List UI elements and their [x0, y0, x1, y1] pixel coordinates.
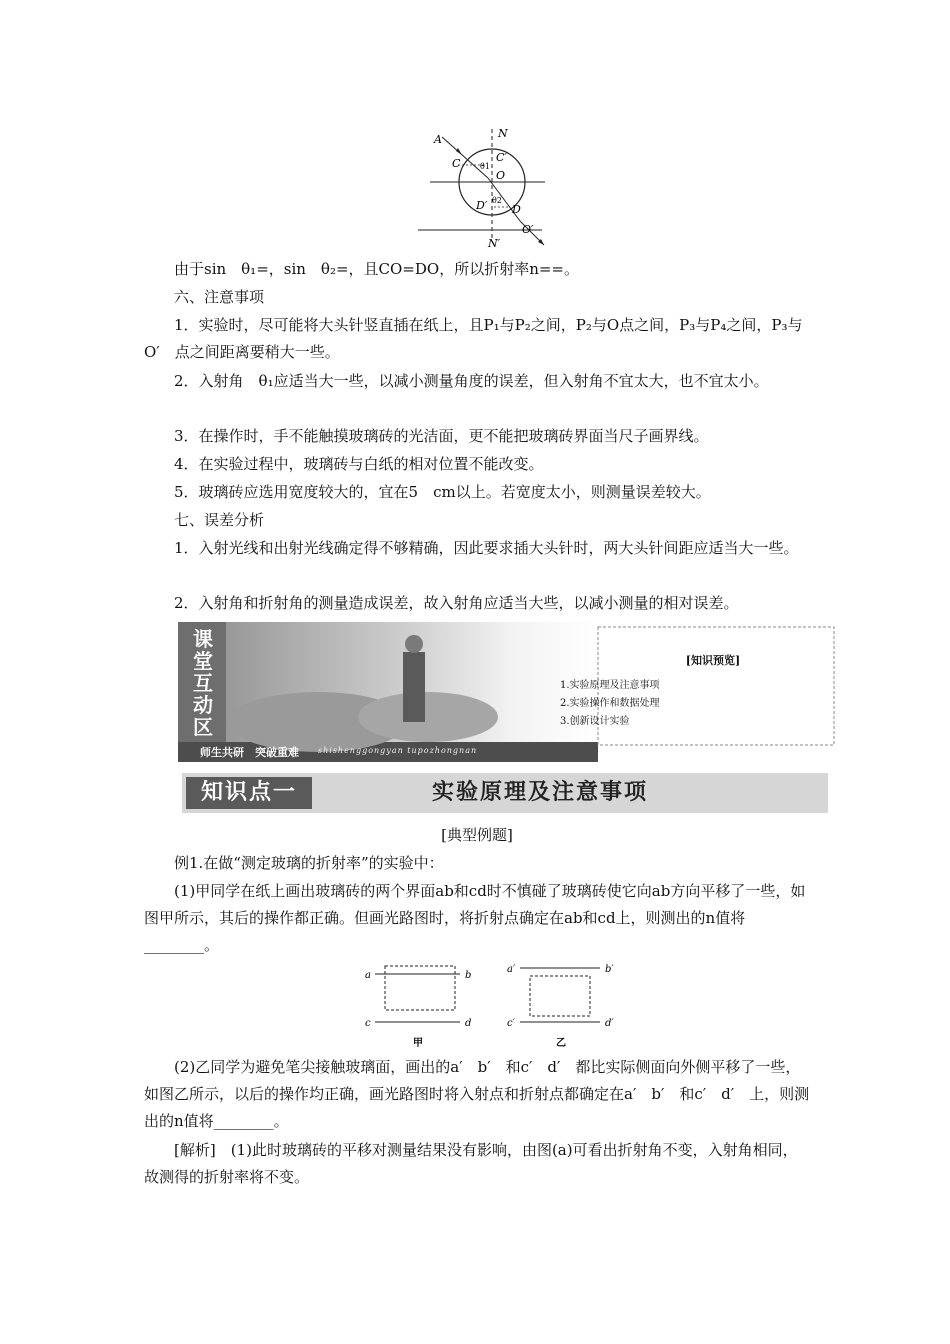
banner-title-char: 互 — [193, 671, 213, 695]
banner-title-char: 堂 — [193, 649, 213, 673]
knowledge-point-label: 知识点一 — [186, 777, 312, 809]
classroom-banner — [178, 622, 836, 762]
example-heading: [典型例题] — [441, 826, 513, 844]
label-theta2: θ2 — [492, 196, 502, 205]
note-3: 3．在操作时，手不能触摸玻璃砖的光洁面，更不能把玻璃砖界面当尺子画界线。 — [174, 427, 709, 445]
preview-item: 2.实验操作和数据处理 — [560, 698, 660, 709]
question-2: (2)乙同学为避免笔尖接触玻璃面，画出的a′ b′ 和c′ d′ 都比实际侧面向外侧平移了一些，如图乙所示，以后的操作均正确，画光路图时将入射点和折射点都确定在a′ b′ 和c′ d′ 上，则测出的n值将________。 — [144, 1058, 810, 1130]
label-C: C — [452, 157, 461, 170]
note-2: 2．入射角 θ₁应适当大一些，以减小测量角度的误差，但入射角不宜太大，也不宜太小。 — [174, 372, 769, 390]
question-1: (1)甲同学在纸上画出玻璃砖的两个界面ab和cd时不慎碰了玻璃砖使它向ab方向平移了一些，如图甲所示，其后的操作都正确。但画光路图时，将折射点确定在ab和cd上，则测出的n值将________。 — [144, 882, 806, 954]
label-N-prime: N′ — [488, 237, 501, 250]
preview-item: 3.创新设计实验 — [560, 716, 630, 727]
example-intro: 例1.在做“测定玻璃的折射率”的实验中： — [174, 854, 444, 872]
yi-label-c-prime: c′ — [507, 1018, 515, 1029]
caption-yi: 乙 — [556, 1038, 566, 1049]
label-D-prime: D′ — [476, 199, 488, 212]
note-1: 1．实验时，尽可能将大头针竖直插在纸上，且P₁与P₂之间，P₂与O点之间，P₃与P₄之间，P₃与O′ 点之间距离要稍大一些。 — [144, 316, 803, 361]
yi-label-d-prime: d′ — [605, 1018, 614, 1029]
banner-pinyin: shishenggongyan tupozhongnan — [318, 746, 478, 755]
jia-label-a: a — [365, 970, 371, 981]
label-O: O — [496, 169, 506, 182]
formula-line: 由于sin θ₁=，sin θ₂=，且CO=DO，所以折射率n==。 — [174, 260, 580, 278]
preview-heading: [知识预览] — [685, 654, 741, 667]
analysis: [解析] (1)此时玻璃砖的平移对测量结果没有影响，由图(a)可看出折射角不变，入射角相同，故测得的折射率将不变。 — [144, 1141, 798, 1186]
section-7-heading: 七、误差分析 — [174, 511, 265, 529]
preview-item: 1.实验原理及注意事项 — [560, 680, 660, 691]
banner-subtitle: 师生共研 突破重难 — [200, 746, 299, 759]
banner-vertical-title — [188, 628, 218, 738]
banner-title-char: 动 — [193, 693, 213, 717]
knowledge-point-title: 实验原理及注意事项 — [432, 780, 649, 805]
label-O-prime: O′ — [522, 223, 534, 236]
note-4: 4．在实验过程中，玻璃砖与白纸的相对位置不能改变。 — [174, 455, 544, 473]
label-theta1: θ1 — [480, 162, 490, 171]
label-N: N — [498, 127, 508, 140]
jia-label-d: d — [465, 1018, 472, 1029]
label-D: D — [512, 203, 521, 216]
section-6-heading: 六、注意事项 — [174, 288, 265, 306]
yi-label-b-prime: b′ — [605, 964, 614, 975]
error-1: 1．入射光线和出射光线确定得不够精确，因此要求插大头针时，两大头针间距应适当大一些。 — [174, 539, 799, 557]
caption-jia: 甲 — [413, 1038, 423, 1049]
banner-title-char: 课 — [193, 627, 213, 651]
label-A: A — [434, 133, 442, 146]
jia-label-c: c — [365, 1018, 371, 1029]
error-2: 2．入射角和折射角的测量造成误差，故入射角应适当大些，以减小测量的相对误差。 — [174, 594, 739, 612]
banner-title-char: 区 — [193, 715, 213, 739]
jia-label-b: b — [465, 970, 472, 981]
glass-interface-diagram — [355, 962, 635, 1052]
label-C-prime: C′ — [496, 151, 507, 164]
banner-graphic — [178, 622, 836, 762]
note-5: 5．玻璃砖应选用宽度较大的，宜在5 cm以上。若宽度太小，则测量误差较大。 — [174, 483, 711, 501]
yi-label-a-prime: a′ — [507, 964, 516, 975]
knowledge-point-bar — [182, 773, 828, 813]
refraction-diagram — [410, 125, 560, 250]
